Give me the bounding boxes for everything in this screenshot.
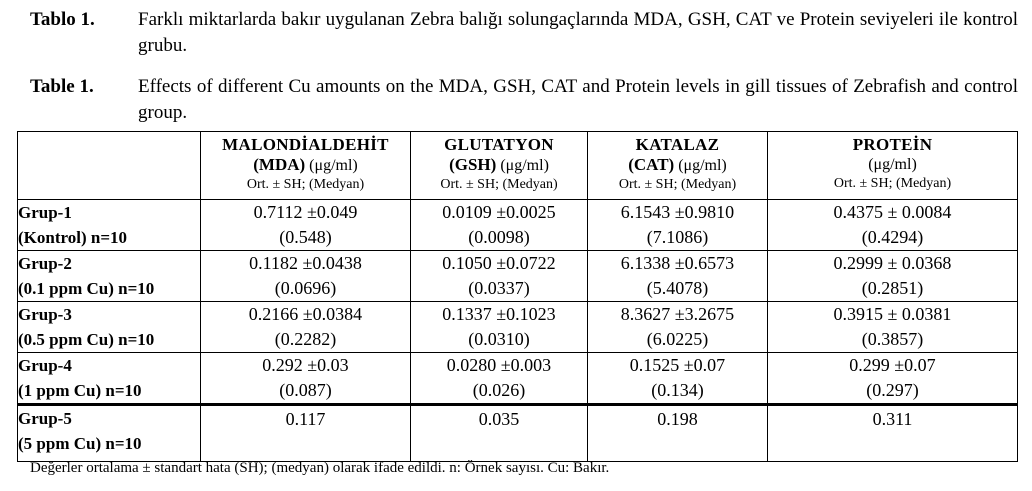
value-cell	[411, 251, 588, 302]
caption-english-label: Table 1.	[30, 76, 94, 97]
median: (0.0696)	[274, 278, 337, 298]
header-name: GLUTATYON	[444, 135, 554, 154]
value-cell	[411, 200, 588, 251]
mean-se: 0.0109 ±0.0025	[442, 202, 556, 222]
value-cell	[201, 251, 411, 302]
caption-turkish-label: Tablo 1.	[30, 9, 95, 30]
table-row	[18, 353, 1018, 405]
median: (0.548)	[279, 227, 332, 247]
median: (0.026)	[472, 380, 526, 400]
header-protein	[768, 132, 1018, 200]
group-name: Grup-3	[18, 305, 72, 324]
header-unit: (μg/ml)	[500, 157, 549, 174]
value: 0.117	[285, 409, 326, 429]
value-cell	[201, 353, 411, 405]
table-row	[18, 200, 1018, 251]
table-footnote: Değerler ortalama ± standart hata (SH); (medyan) olarak ifade edildi. n: Örnek sayısı. Cu: Bakır.	[30, 460, 610, 476]
caption-english-text: Effects of different Cu amounts on the MDA, GSH, CAT and Protein levels in gill tissues of Zebrafish and control group.	[138, 76, 1018, 123]
header-row	[18, 132, 1018, 200]
value-cell	[588, 200, 768, 251]
value-cell	[588, 405, 768, 462]
mean-se: 0.7112 ±0.049	[253, 202, 358, 222]
mean-se: 0.1337 ±0.1023	[442, 304, 556, 324]
value: 0.035	[478, 409, 520, 429]
value-cell	[588, 302, 768, 353]
caption-english	[30, 74, 1018, 128]
header-stat: Ort. ± SH; (Medyan)	[833, 176, 952, 191]
value-cell	[768, 200, 1018, 251]
median: (0.087)	[279, 380, 332, 400]
median: (6.0225)	[646, 329, 709, 349]
median: (0.134)	[651, 380, 704, 400]
median: (0.0310)	[468, 329, 530, 349]
header-name: KATALAZ	[635, 135, 720, 154]
group-desc: (Kontrol) n=10	[18, 228, 128, 247]
group-cell	[18, 251, 201, 302]
median: (0.2282)	[274, 329, 337, 349]
value-cell	[768, 353, 1018, 405]
header-name: MALONDİALDEHİT	[222, 135, 389, 154]
header-mda	[201, 132, 411, 200]
group-name: Grup-4	[18, 356, 72, 375]
caption-turkish-text: Farklı miktarlarda bakır uygulanan Zebra balığı solungaçlarında MDA, GSH, CAT ve Protein seviyeleri ile kontrol grubu.	[138, 9, 1018, 56]
header-unit: (μg/ml)	[868, 156, 917, 173]
value-cell	[768, 302, 1018, 353]
caption-turkish	[30, 7, 1018, 61]
results-table	[17, 131, 1018, 462]
header-unit: (μg/ml)	[309, 157, 358, 174]
table-row	[18, 302, 1018, 353]
group-name: Grup-2	[18, 254, 72, 273]
median: (5.4078)	[646, 278, 709, 298]
value-cell	[201, 405, 411, 462]
group-desc: (0.1 ppm Cu) n=10	[18, 279, 155, 298]
value-cell	[411, 405, 588, 462]
median: (0.3857)	[861, 329, 924, 349]
median: (0.2851)	[861, 278, 924, 298]
header-abbr: (CAT)	[628, 155, 675, 174]
group-cell	[18, 302, 201, 353]
header-stat: Ort. ± SH; (Medyan)	[440, 177, 558, 192]
value-cell	[588, 353, 768, 405]
group-cell	[18, 200, 201, 251]
header-abbr: (GSH)	[449, 155, 497, 174]
median: (0.0098)	[468, 227, 530, 247]
header-name: PROTEİN	[852, 135, 933, 154]
mean-se: 0.3915 ± 0.0381	[833, 304, 952, 324]
value-cell	[411, 302, 588, 353]
mean-se: 0.0280 ±0.003	[446, 355, 552, 375]
value-cell	[411, 353, 588, 405]
median: (0.297)	[866, 380, 919, 400]
mean-se: 0.1525 ±0.07	[629, 355, 726, 375]
table-row	[18, 405, 1018, 462]
table-row	[18, 251, 1018, 302]
header-cat	[588, 132, 768, 200]
median: (0.0337)	[468, 278, 530, 298]
value-cell	[768, 405, 1018, 462]
mean-se: 0.2999 ± 0.0368	[833, 253, 952, 273]
value-cell	[201, 302, 411, 353]
header-abbr: (MDA)	[253, 155, 306, 174]
mean-se: 0.1182 ±0.0438	[249, 253, 362, 273]
header-stat: Ort. ± SH; (Medyan)	[618, 177, 737, 192]
median: (7.1086)	[646, 227, 709, 247]
header-stat: Ort. ± SH; (Medyan)	[246, 177, 365, 192]
header-corner	[18, 132, 201, 200]
group-name: Grup-5	[18, 409, 72, 428]
group-cell	[18, 405, 201, 462]
header-unit: (μg/ml)	[678, 157, 727, 174]
group-cell	[18, 353, 201, 405]
group-desc: (0.5 ppm Cu) n=10	[18, 330, 155, 349]
mean-se: 6.1338 ±0.6573	[620, 253, 735, 273]
median: (0.4294)	[861, 227, 924, 247]
mean-se: 8.3627 ±3.2675	[620, 304, 735, 324]
value: 0.198	[657, 409, 698, 429]
header-gsh	[411, 132, 588, 200]
value-cell	[201, 200, 411, 251]
group-name: Grup-1	[18, 203, 72, 222]
mean-se: 6.1543 ±0.9810	[620, 202, 735, 222]
mean-se: 0.1050 ±0.0722	[442, 253, 556, 273]
mean-se: 0.4375 ± 0.0084	[833, 202, 952, 222]
mean-se: 0.2166 ±0.0384	[248, 304, 363, 324]
value: 0.311	[872, 409, 913, 429]
group-desc: (1 ppm Cu) n=10	[18, 381, 142, 400]
mean-se: 0.292 ±0.03	[262, 355, 349, 375]
group-desc: (5 ppm Cu) n=10	[18, 434, 142, 453]
value-cell	[768, 251, 1018, 302]
mean-se: 0.299 ±0.07	[849, 355, 936, 375]
value-cell	[588, 251, 768, 302]
